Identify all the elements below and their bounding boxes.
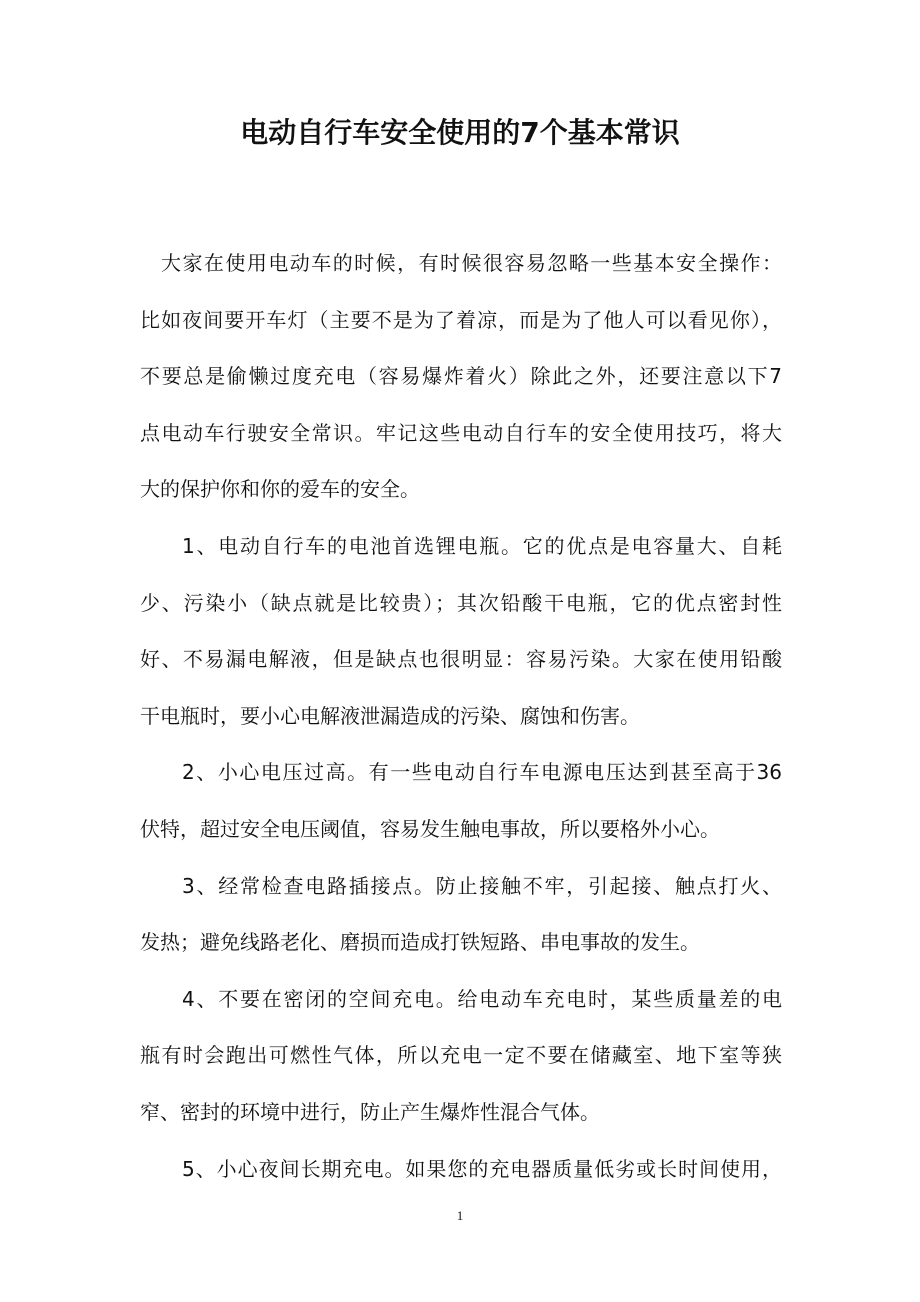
text-line: 好、不易漏电解液，但是缺点也很明显：容易污染。大家在使用铅酸 [140,647,782,672]
text-line: 点电动车行驶安全常识。牢记这些电动自行车的安全使用技巧，将大 [140,420,782,445]
paragraph-item-1 [140,518,782,744]
text-line: 大的保护你和你的爱车的安全。 [140,477,420,502]
text-line: 干电瓶时，要小心电解液泄漏造成的污染、腐蚀和伤害。 [140,703,640,728]
text-line: 发热；避免线路老化、磨损而造成打铁短路、串电事故的发生。 [140,930,700,955]
text-line: 伏特，超过安全电压阈值，容易发生触电事故，所以要格外小心。 [140,816,720,841]
text-line: 2、小心电压过高。有一些电动自行车电源电压达到甚至高于36 [182,760,782,785]
text-line: 4、不要在密闭的空间充电。给电动车充电时，某些质量差的电 [182,986,782,1011]
text-line: 瓶有时会跑出可燃性气体，所以充电一定不要在储藏室、地下室等狭 [140,1043,782,1068]
document-body [140,235,782,1197]
text-line: 大家在使用电动车的时候，有时候很容易忽略一些基本安全操作： [161,251,782,275]
text-line: 3、经常检查电路插接点。防止接触不牢，引起接、触点打火、 [182,873,782,898]
text-line: 少、污染小（缺点就是比较贵）；其次铅酸干电瓶，它的优点密封性 [140,590,782,615]
text-line: 窄、密封的环境中进行，防止产生爆炸性混合气体。 [140,1099,600,1124]
paragraph-intro [140,235,782,518]
text-line: 不要总是偷懒过度充电（容易爆炸着火）除此之外，还要注意以下7 [140,364,782,389]
paragraph-item-4 [140,971,782,1141]
paragraph-item-2 [140,744,782,857]
text-line: 比如夜间要开车灯（主要不是为了着凉，而是为了他人可以看见你）， [140,307,782,332]
paragraph-item-5 [140,1141,782,1198]
text-line: 5、小心夜间长期充电。如果您的充电器质量低劣或长时间使用， [182,1156,782,1181]
text-line: 1、电动自行车的电池首选锂电瓶。它的优点是电容量大、自耗 [182,533,782,558]
document-title: 电动自行车安全使用的7个基本常识 [240,116,680,149]
page-number: 1 [456,1208,464,1223]
paragraph-item-3 [140,858,782,971]
